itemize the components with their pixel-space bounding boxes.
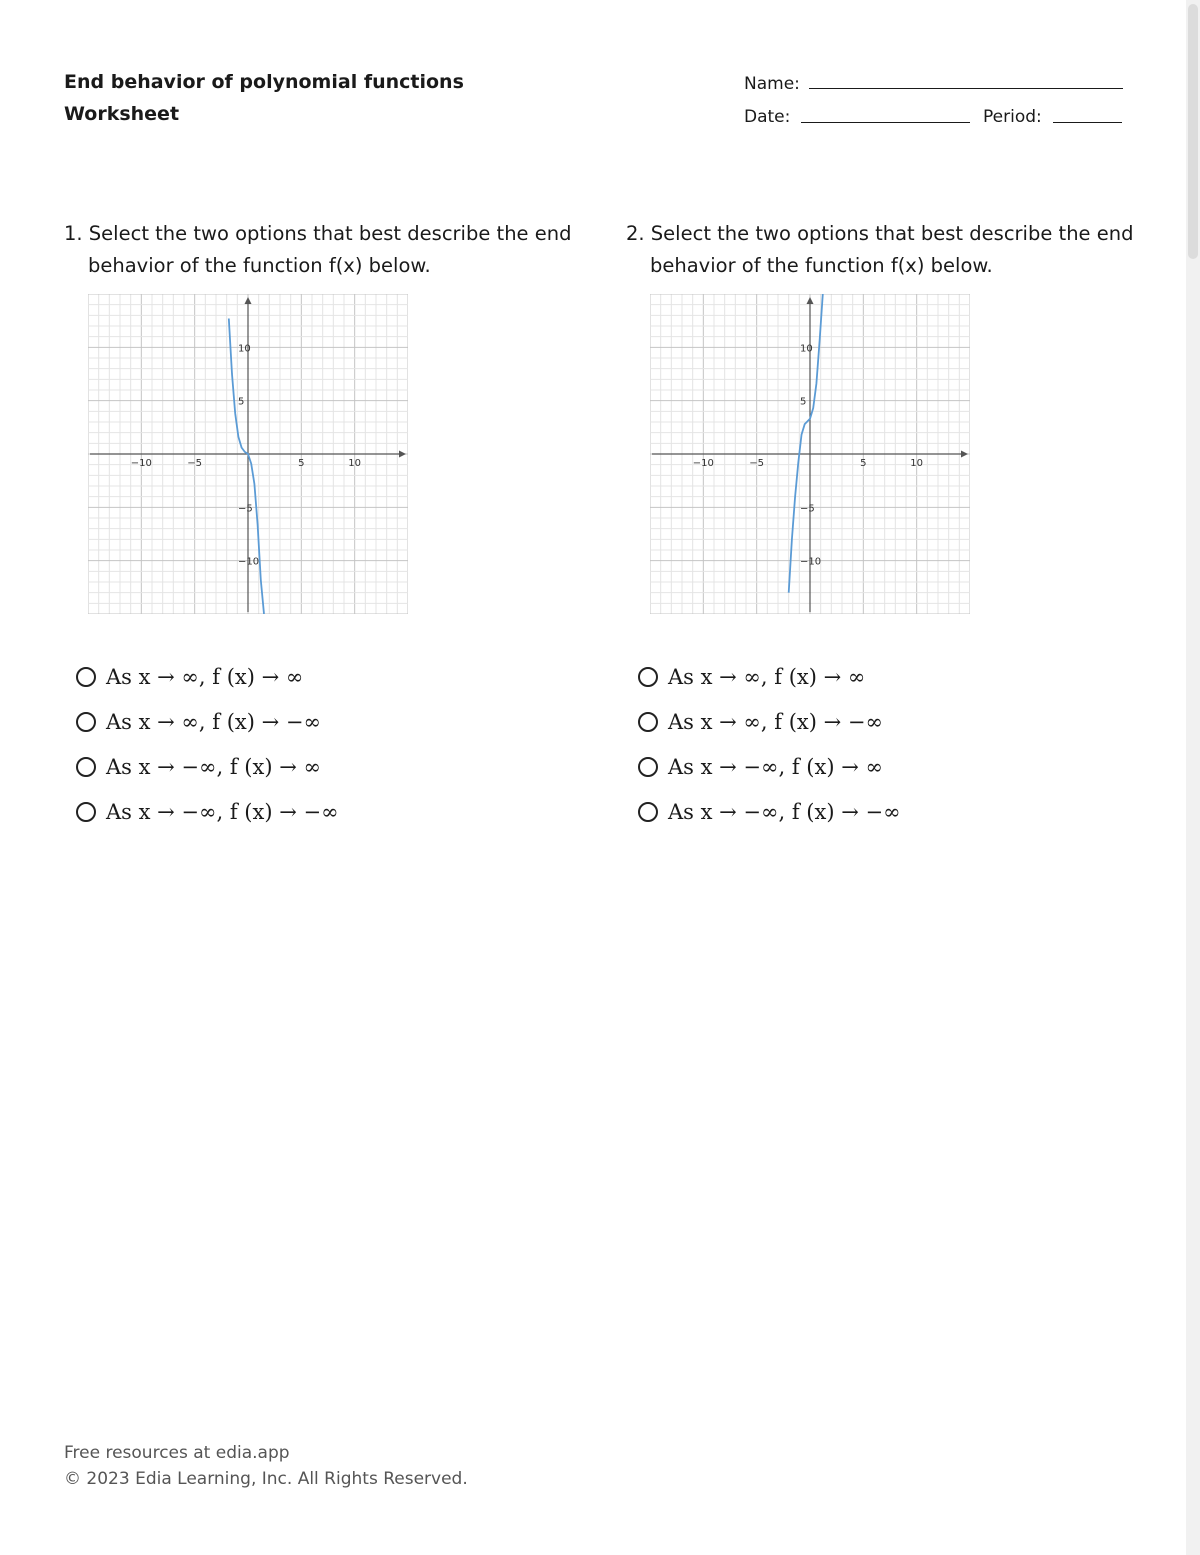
worksheet-title (64, 66, 464, 130)
x-axis-arrow (399, 451, 406, 458)
title-line-2: Worksheet (64, 103, 180, 125)
footer-resources: Free resources at edia.app (64, 1443, 290, 1463)
y-tick-label: −5 (800, 503, 815, 515)
option-label: As x → ∞, f (x) → ∞ (106, 664, 304, 689)
question-1 (64, 218, 584, 824)
x-tick-label: −10 (692, 458, 714, 469)
question-1-graph (88, 294, 408, 614)
footer (64, 1440, 468, 1492)
question-2-option-4[interactable] (638, 789, 901, 834)
y-tick-label: −10 (800, 556, 822, 568)
x-tick-label: −5 (749, 458, 765, 469)
x-tick-label: 10 (348, 458, 362, 469)
y-tick-label: 5 (238, 396, 245, 408)
date-line[interactable] (801, 122, 970, 123)
name-line[interactable] (809, 88, 1123, 89)
scrollbar-track[interactable] (1186, 0, 1200, 1555)
question-2-option-2[interactable] (638, 699, 901, 744)
y-tick-label: 10 (800, 343, 813, 355)
question-1-option-3[interactable] (76, 744, 339, 789)
question-1-option-4[interactable] (76, 789, 339, 834)
question-1-option-1[interactable] (76, 654, 339, 699)
option-label: As x → ∞, f (x) → ∞ (668, 664, 866, 689)
y-tick-label: 5 (800, 396, 807, 408)
radio-circle[interactable] (638, 712, 658, 732)
question-2 (626, 218, 1146, 824)
date-label: Date: (744, 107, 791, 127)
question-2-chart (650, 294, 970, 614)
option-label: As x → −∞, f (x) → −∞ (668, 799, 901, 824)
x-tick-label: 5 (860, 458, 867, 469)
option-label: As x → ∞, f (x) → −∞ (668, 709, 883, 734)
y-tick-label: −5 (238, 503, 253, 515)
radio-circle[interactable] (76, 802, 96, 822)
period-line[interactable] (1053, 122, 1122, 123)
question-2-options (638, 654, 901, 834)
question-2-option-3[interactable] (638, 744, 901, 789)
y-axis-arrow (245, 297, 252, 304)
option-label: As x → ∞, f (x) → −∞ (106, 709, 321, 734)
option-label: As x → −∞, f (x) → ∞ (668, 754, 883, 779)
question-1-chart (88, 294, 408, 614)
question-2-option-1[interactable] (638, 654, 901, 699)
radio-circle[interactable] (76, 712, 96, 732)
radio-circle[interactable] (76, 757, 96, 777)
y-tick-label: −10 (238, 556, 260, 568)
x-tick-label: −5 (187, 458, 203, 469)
question-2-text: 2. Select the two options that best describe the end behavior of the function f(x) below. (626, 222, 1134, 277)
x-tick-label: 10 (910, 458, 924, 469)
title-line-1: End behavior of polynomial functions (64, 71, 464, 93)
x-tick-label: −10 (130, 458, 152, 469)
footer-copyright: © 2023 Edia Learning, Inc. All Rights Reserved. (64, 1469, 468, 1489)
scrollbar-thumb[interactable] (1188, 4, 1198, 259)
radio-circle[interactable] (638, 802, 658, 822)
question-1-option-2[interactable] (76, 699, 339, 744)
y-axis-arrow (807, 297, 814, 304)
radio-circle[interactable] (638, 667, 658, 687)
radio-circle[interactable] (638, 757, 658, 777)
option-label: As x → −∞, f (x) → ∞ (106, 754, 321, 779)
question-1-options (76, 654, 339, 834)
period-label: Period: (983, 107, 1042, 127)
radio-circle[interactable] (76, 667, 96, 687)
x-tick-label: 5 (298, 458, 305, 469)
name-label: Name: (744, 74, 800, 94)
option-label: As x → −∞, f (x) → −∞ (106, 799, 339, 824)
question-1-text: 1. Select the two options that best describe the end behavior of the function f(x) below. (64, 222, 572, 277)
y-tick-label: 10 (238, 343, 251, 355)
x-axis-arrow (961, 451, 968, 458)
question-2-graph (650, 294, 970, 614)
